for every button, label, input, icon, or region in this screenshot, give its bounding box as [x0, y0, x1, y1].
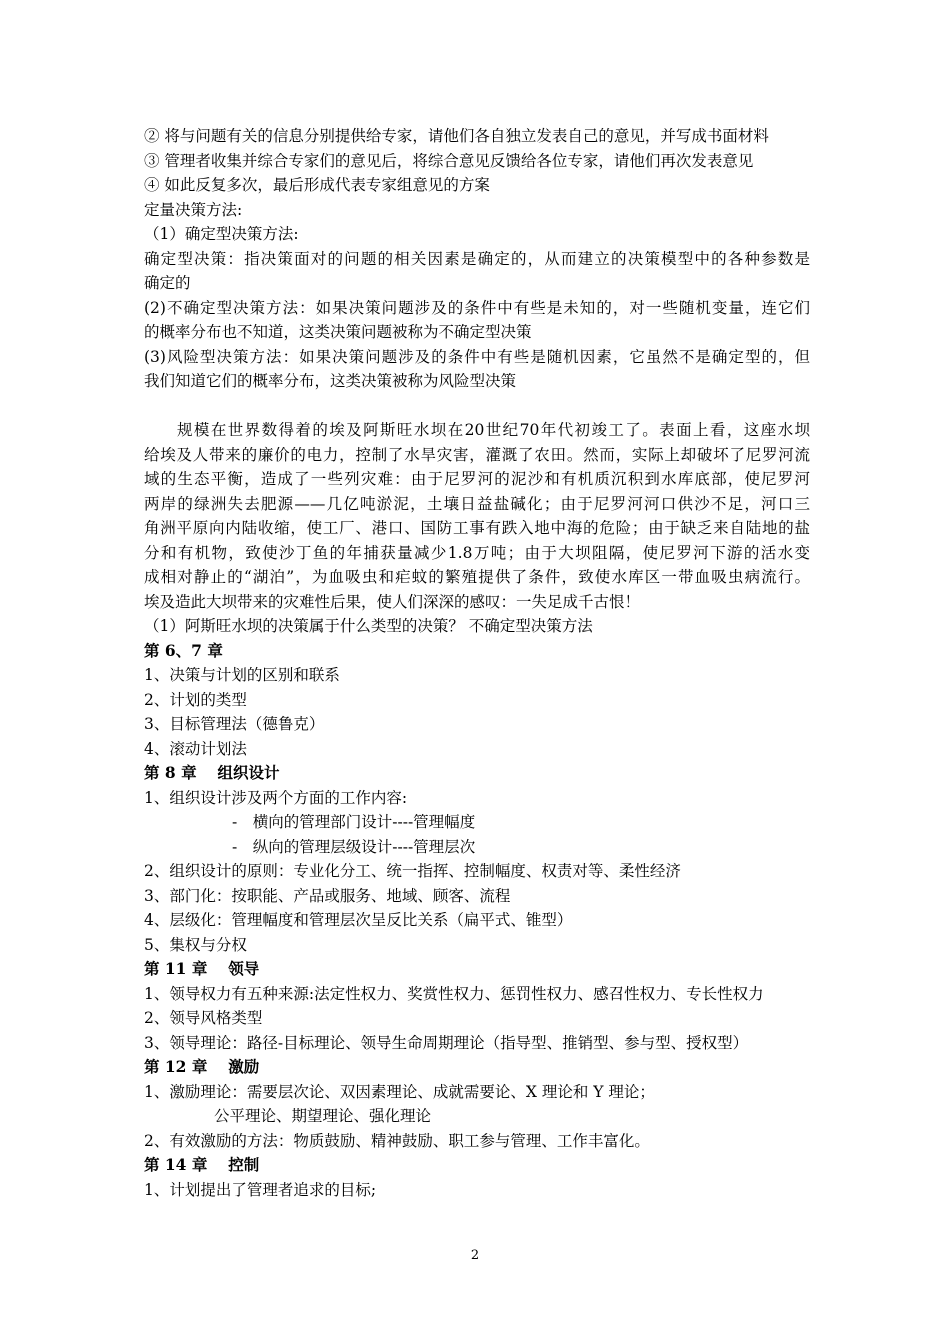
deterministic-title: （1）确定型决策方法:: [144, 225, 299, 243]
list-item: 2、有效激励的方法：物质鼓励、精神鼓励、职工参与管理、工作丰富化。: [144, 1131, 650, 1150]
chapter-11-title: 第 11 章 领导: [144, 959, 260, 978]
list-item: 3、领导理论：路径-目标理论、领导生命周期理论（指导型、推销型、参与型、授权型）: [144, 1033, 749, 1052]
list-item: 1、激励理论：需要层次论、双因素理论、成就需要论、X 理论和 Y 理论；: [144, 1082, 655, 1101]
chapter-8-title: 第 8 章 组织设计: [144, 763, 280, 782]
chapter-14-title: 第 14 章 控制: [144, 1155, 260, 1174]
list-item: 4、层级化：管理幅度和管理层次呈反比关系（扁平式、锥型）: [144, 911, 573, 929]
delphi-step-4: ④ 如此反复多次，最后形成代表专家组意见的方案: [144, 176, 490, 194]
page-content: [144, 124, 810, 1202]
sub-item-horizontal: - 横向的管理部门设计----管理幅度: [232, 813, 476, 831]
case-question: （1）阿斯旺水坝的决策属于什么类型的决策？ 不确定型决策方法: [144, 617, 593, 635]
risk-method-line2: 我们知道它们的概率分布，这类决策被称为风险型决策: [144, 372, 517, 390]
page-number: 2: [470, 1248, 480, 1263]
case-line: 给埃及人带来的廉价的电力，控制了水旱灾害，灌溉了农田。然而，实际上却破坏了尼罗河流: [144, 445, 810, 464]
list-item: 5、集权与分权: [144, 935, 247, 954]
uncertain-method-line1: (2)不确定型决策方法：如果决策问题涉及的条件中有些是未知的，对一些随机变量，连它们: [144, 298, 810, 317]
list-item: 1、组织设计涉及两个方面的工作内容:: [144, 788, 408, 807]
case-line: 角洲平原向内陆收缩，使工厂、港口、国防工事有跌入地中海的危险；由于缺乏来自陆地的盐: [144, 519, 810, 537]
case-line: 埃及造此大坝带来的灾难性后果，使人们深深的感叹：一失足成千古恨！: [144, 592, 641, 611]
chapter-6-7-title: 第 6、7 章: [144, 640, 223, 660]
list-item: 2、组织设计的原则：专业化分工、统一指挥、控制幅度、权责对等、柔性经济: [144, 862, 681, 880]
list-item: 3、目标管理法（德鲁克）: [144, 715, 325, 733]
case-line: 两岸的绿洲失去肥源——几亿吨淤泥，土壤日益盐碱化；由于尼罗河河口供沙不足，河口三: [144, 494, 810, 513]
list-item: 4、滚动计划法: [144, 739, 247, 758]
deterministic-definition-line1: 确定型决策：指决策面对的问题的相关因素是确定的，从而建立的决策模型中的各种参数是: [144, 249, 810, 268]
case-line: 规模在世界数得着的埃及阿斯旺水坝在20世纪70年代初竣工了。表面上看，这座水坝: [177, 421, 810, 439]
quant-title: 定量决策方法:: [144, 200, 243, 219]
case-line: 分和有机物，致使沙丁鱼的年捕获量减少1.8万吨；由于大坝阻隔，使尼罗河下游的活水变: [144, 543, 810, 562]
list-item: 2、计划的类型: [144, 690, 247, 709]
delphi-step-3: ③ 管理者收集并综合专家们的意见后，将综合意见反馈给各位专家，请他们再次发表意见: [144, 151, 754, 170]
list-item: 2、领导风格类型: [144, 1009, 263, 1027]
uncertain-method-line2: 的概率分布也不知道，这类决策问题被称为不确定型决策: [144, 323, 532, 341]
delphi-step-2: ② 将与问题有关的信息分别提供给专家，请他们各自独立发表自己的意见，并写成书面材料: [144, 127, 769, 145]
case-line: 成相对静止的“湖泊”，为血吸虫和疟蚊的繁殖提供了条件，致使水库区一带血吸虫病流行。: [144, 568, 810, 586]
paragraph-gap: [144, 394, 810, 419]
list-item: 1、计划提出了管理者追求的目标;: [144, 1180, 377, 1199]
risk-method-line1: (3)风险型决策方法：如果决策问题涉及的条件中有些是随机因素，它虽然不是确定型的，但: [144, 347, 810, 366]
chapter-12-title: 第 12 章 激励: [144, 1057, 260, 1076]
list-item: 1、领导权力有五种来源:法定性权力、奖赏性权力、惩罚性权力、感召性权力、专长性权力: [144, 984, 764, 1003]
deterministic-definition-line2: 确定的: [144, 274, 191, 292]
list-item: 3、部门化：按职能、产品或服务、地域、顾客、流程: [144, 886, 511, 905]
case-line: 域的生态平衡，造成了一些列灾难：由于尼罗河的泥沙和有机质沉积到水库底部，使尼罗河: [144, 470, 810, 488]
list-item-continuation: 公平理论、期望理论、强化理论: [214, 1107, 432, 1125]
sub-item-vertical: - 纵向的管理层级设计----管理层次: [232, 837, 476, 856]
list-item: 1、决策与计划的区别和联系: [144, 666, 340, 684]
